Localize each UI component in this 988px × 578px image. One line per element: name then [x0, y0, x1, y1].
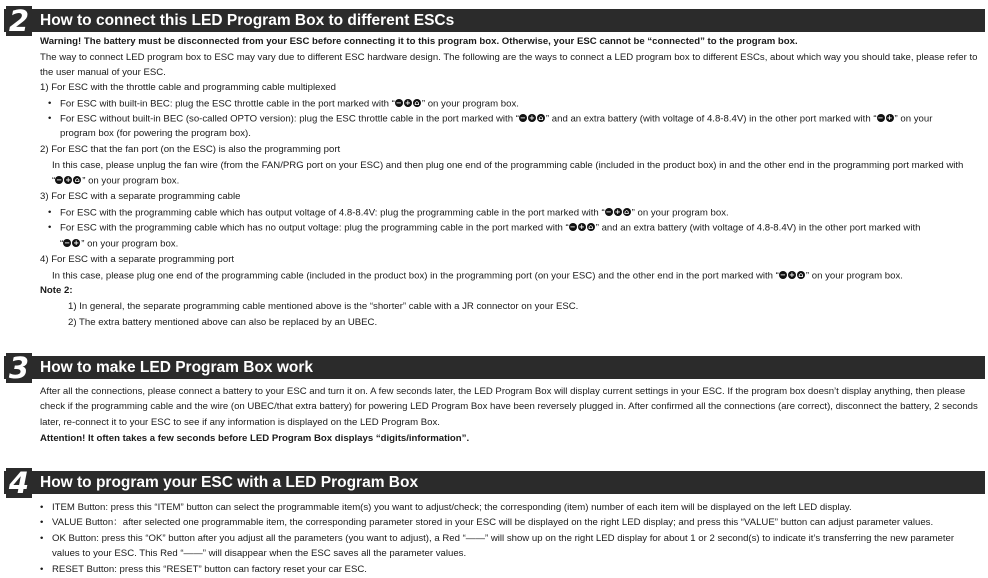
note-title: Note 2:	[40, 285, 73, 296]
paragraph-line: In this case, please unplug the fan wire (from the FAN/PRG port on your ESC) and then plug one end of the programming cable (included in the product box) in and the other end in the programming port marked with	[52, 160, 964, 171]
paragraph-line: later, re-connect it to your ESC to see if any information is displayed on the LED Program Box.	[40, 417, 440, 428]
paragraph-line: In this case, please plug one end of the programming cable (included in the product box) in the programming port (on your ESC) and the other end in the port marked with “− + ⌂ ” on your program box.	[52, 268, 903, 284]
section-title: How to make LED Program Box work	[40, 359, 314, 376]
list-item: 1) For ESC with the throttle cable and programming cable multiplexed	[40, 82, 336, 93]
section-number: 4	[6, 468, 32, 498]
power-symbol-icon: − +	[64, 239, 80, 248]
attention-text: Attention! It often takes a few seconds before LED Program Box displays “digits/information”.	[40, 433, 470, 444]
list-item-continuation: program box (for powering the program box).	[60, 128, 251, 139]
section-4-header	[4, 466, 985, 500]
connector-symbol-icon: − + ⌂	[56, 176, 80, 185]
paragraph-line: After all the connections, please connect a battery to your ESC and turn it on. A few seconds later, the LED Program Box will display current settings in your ESC. If the program box doesn’t display anything, then please	[40, 386, 966, 397]
list-item: • For ESC with the programming cable which has output voltage of 4.8-8.4V: plug the programming cable in the port marked with “− + ⌂ ” on your program box.	[60, 205, 729, 221]
connector-symbol-icon: − + ⌂	[569, 223, 594, 232]
list-item: • ITEM Button: press this “ITEM” button can select the programmable item(s) you want to adjust/check; the corresponding (item) number of each item will be displayed on the left LED display.	[52, 500, 852, 516]
power-symbol-icon: − +	[877, 114, 893, 123]
section-title: How to connect this LED Program Box to different ESCs	[40, 12, 455, 29]
list-item: 2) For ESC that the fan port (on the ESC) is also the programming port	[40, 144, 341, 155]
paragraph-line: check if the programming cable and the wire (on UBEC/that extra battery) for powering LED Program Box have been reversely plugged in. After confirmed all the connections (are correct), disconnect the battery, 2 seconds	[40, 401, 978, 412]
list-item: • OK Button: press this “OK” button after you adjust all the parameters (you want to adjust), a Red “——” will show up on the right LED display for about 1 or 2 second(s) to indicate it’s transferring the new parameter	[52, 531, 954, 547]
note-item: 2) The extra battery mentioned above can also be replaced by an UBEC.	[68, 317, 378, 328]
connector-symbol-icon: − + ⌂	[519, 114, 544, 123]
intro-line: the user manual of your ESC.	[40, 67, 166, 78]
intro-line: The way to connect LED program box to ESC may vary due to different ESC hardware design. The following are the ways to connect a LED program box to different ESCs, about which way you should take, please refer to	[40, 52, 978, 63]
connector-symbol-icon: − + ⌂	[779, 271, 804, 280]
list-item: • VALUE Button：after selected one programmable item, the corresponding parameter stored in your ESC will be displayed on the right LED display; and press this “VALUE” button can adjust parameter values.	[52, 515, 933, 531]
list-item: • RESET Button: press this “RESET” button can factory reset your car ESC.	[52, 562, 367, 578]
connector-symbol-icon: − + ⌂	[395, 99, 420, 108]
section-2-header	[4, 4, 985, 38]
warning-text: Warning! The battery must be disconnected from your ESC before connecting it to this program box. Otherwise, your ESC cannot be “connected” to the program box.	[40, 36, 798, 47]
connector-symbol-icon: − + ⌂	[605, 208, 630, 217]
note-item: 1) In general, the separate programming cable mentioned above is the “shorter” cable with a JR connector on your ESC.	[68, 301, 579, 312]
list-item: • For ESC with the programming cable which has no output voltage: plug the programming cable in the port marked with “− + ⌂ ” and an extra battery (with voltage of 4.8-8.4V) in the other port marked with	[60, 220, 921, 236]
list-item: 3) For ESC with a separate programming cable	[40, 191, 241, 202]
list-item: • For ESC without built-in BEC (so-called OPTO version): plug the ESC throttle cable in the port marked with “− + ⌂ ” and an extra battery (with voltage of 4.8-8.4V) in the other port marked with “− + ” on your	[60, 111, 932, 127]
section-number: 2	[6, 6, 32, 36]
list-item: • For ESC with built-in BEC: plug the ESC throttle cable in the port marked with “− + ⌂ ” on your program box.	[60, 96, 519, 112]
list-item-continuation: “− + ” on your program box.	[60, 236, 178, 252]
section-title: How to program your ESC with a LED Program Box	[40, 474, 419, 491]
section-number: 3	[6, 353, 32, 383]
section-3-header	[4, 351, 985, 385]
paragraph-line: “− + ⌂ ” on your program box.	[52, 173, 179, 189]
list-item-continuation: values to your ESC. This Red “——” will disappear when the ESC saves all the parameter values.	[52, 548, 467, 559]
list-item: 4) For ESC with a separate programming port	[40, 254, 235, 265]
